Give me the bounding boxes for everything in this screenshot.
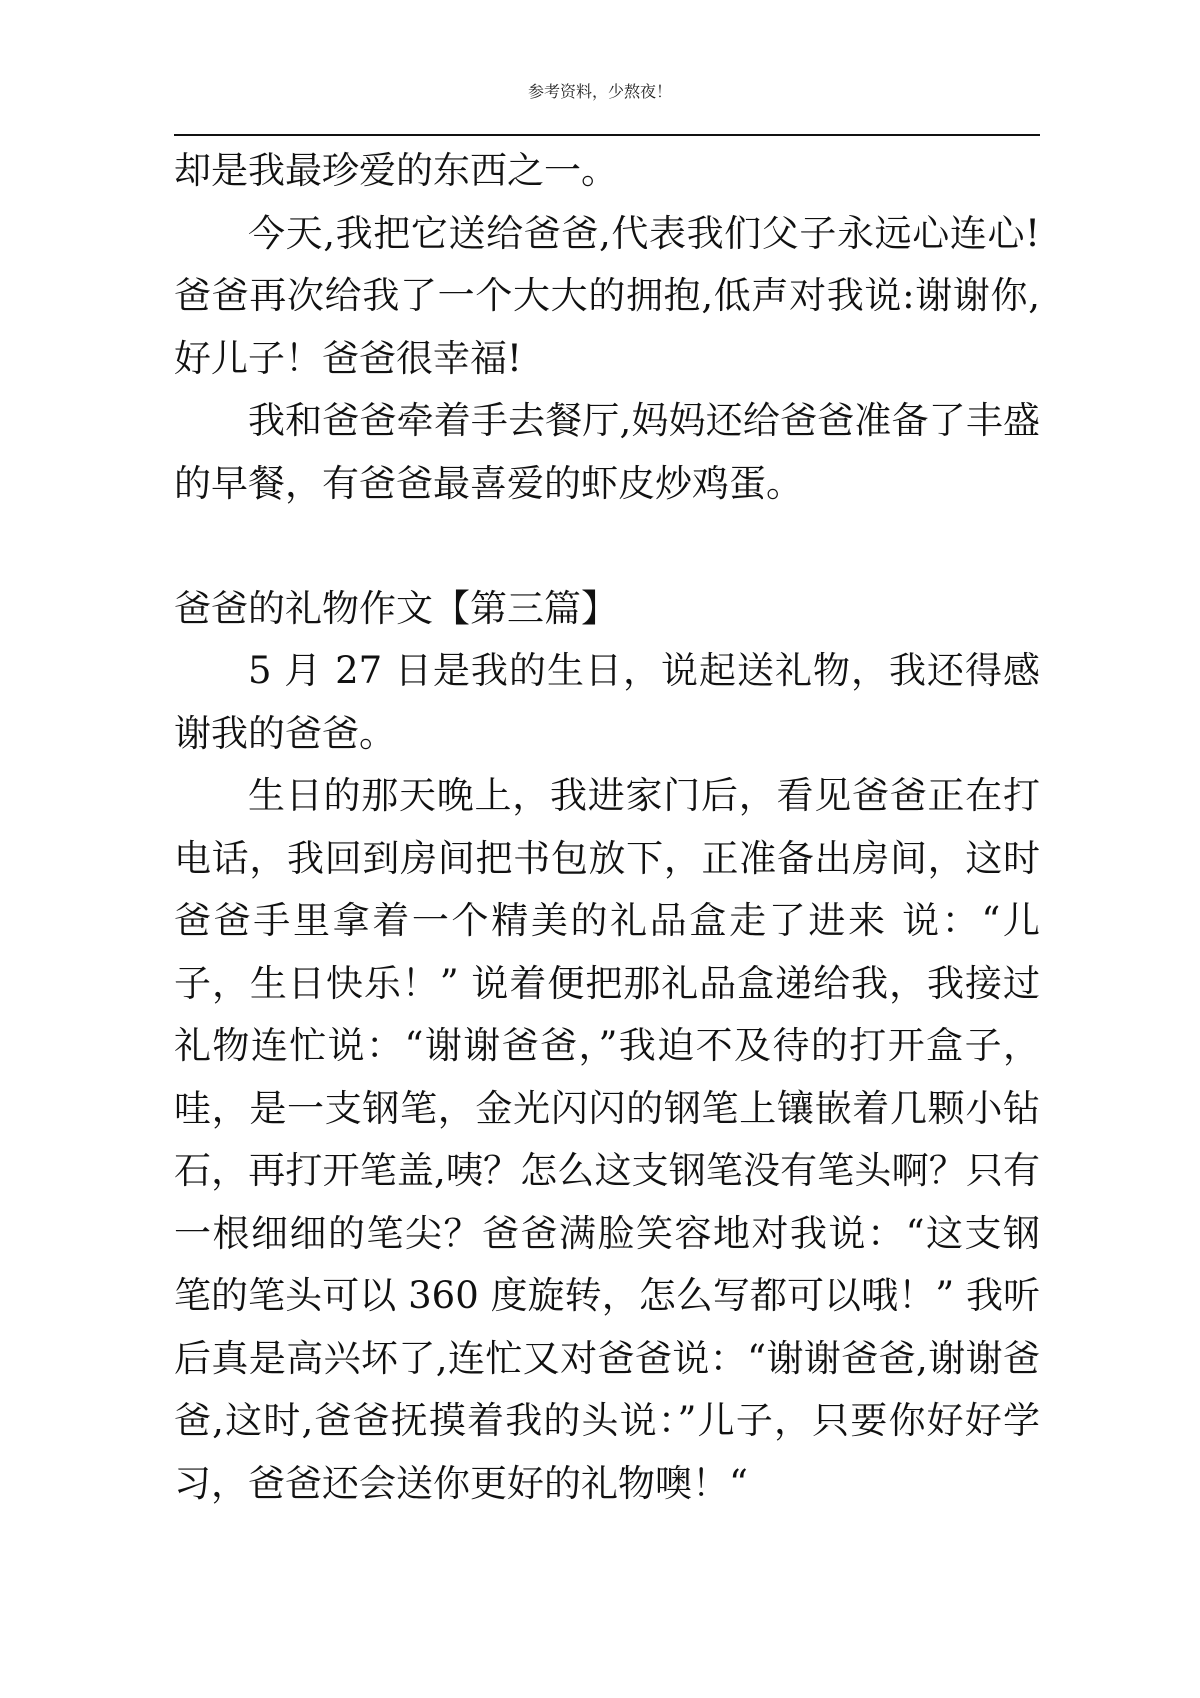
section-heading: 爸爸的礼物作文【第三篇】	[174, 586, 618, 630]
page-header: 参考资料，少熬夜！	[527, 82, 672, 101]
paragraph: 5 月 27 日是我的生日，说起送礼物，我还得感谢我的爸爸。	[174, 649, 1040, 755]
document-body	[174, 140, 1040, 1515]
paragraph-continuation: 却是我最珍爱的东西之一。	[174, 149, 618, 192]
paragraph: 我和爸爸牵着手去餐厅,妈妈还给爸爸准备了丰盛的早餐，有爸爸最喜爱的虾皮炒鸡蛋。	[174, 399, 1040, 505]
section-spacer	[174, 515, 1040, 578]
header-divider	[174, 134, 1040, 136]
paragraph: 生日的那天晚上，我进家门后，看见爸爸正在打电话，我回到房间把书包放下，正准备出房间，这时爸爸手里拿着一个精美的礼品盒走了进来 说：“儿子，生日快乐！” 说着便把那礼品盒递给我，我接过礼物连忙说：“谢谢爸爸，”我迫不及待的打开盒子，哇，是一支钢笔，金光闪闪的钢笔上镶嵌着几颗小钻石，再打开笔盖,咦？怎么这支钢笔没有笔头啊？只有一根细细的笔尖？爸爸满脸笑容地对我说：“这支钢笔的笔头可以 360 度旋转，怎么写都可以哦！” 我听后真是高兴坏了,连忙又对爸爸说：“谢谢爸爸,谢谢爸爸,这时,爸爸抚摸着我的头说：”儿子，只要你好好学习，爸爸还会送你更好的礼物噢！“	[174, 774, 1040, 1505]
paragraph: 今天,我把它送给爸爸,代表我们父子永远心连心!爸爸再次给我了一个大大的拥抱,低声对我说:谢谢你,好儿子！爸爸很幸福!	[174, 211, 1040, 380]
